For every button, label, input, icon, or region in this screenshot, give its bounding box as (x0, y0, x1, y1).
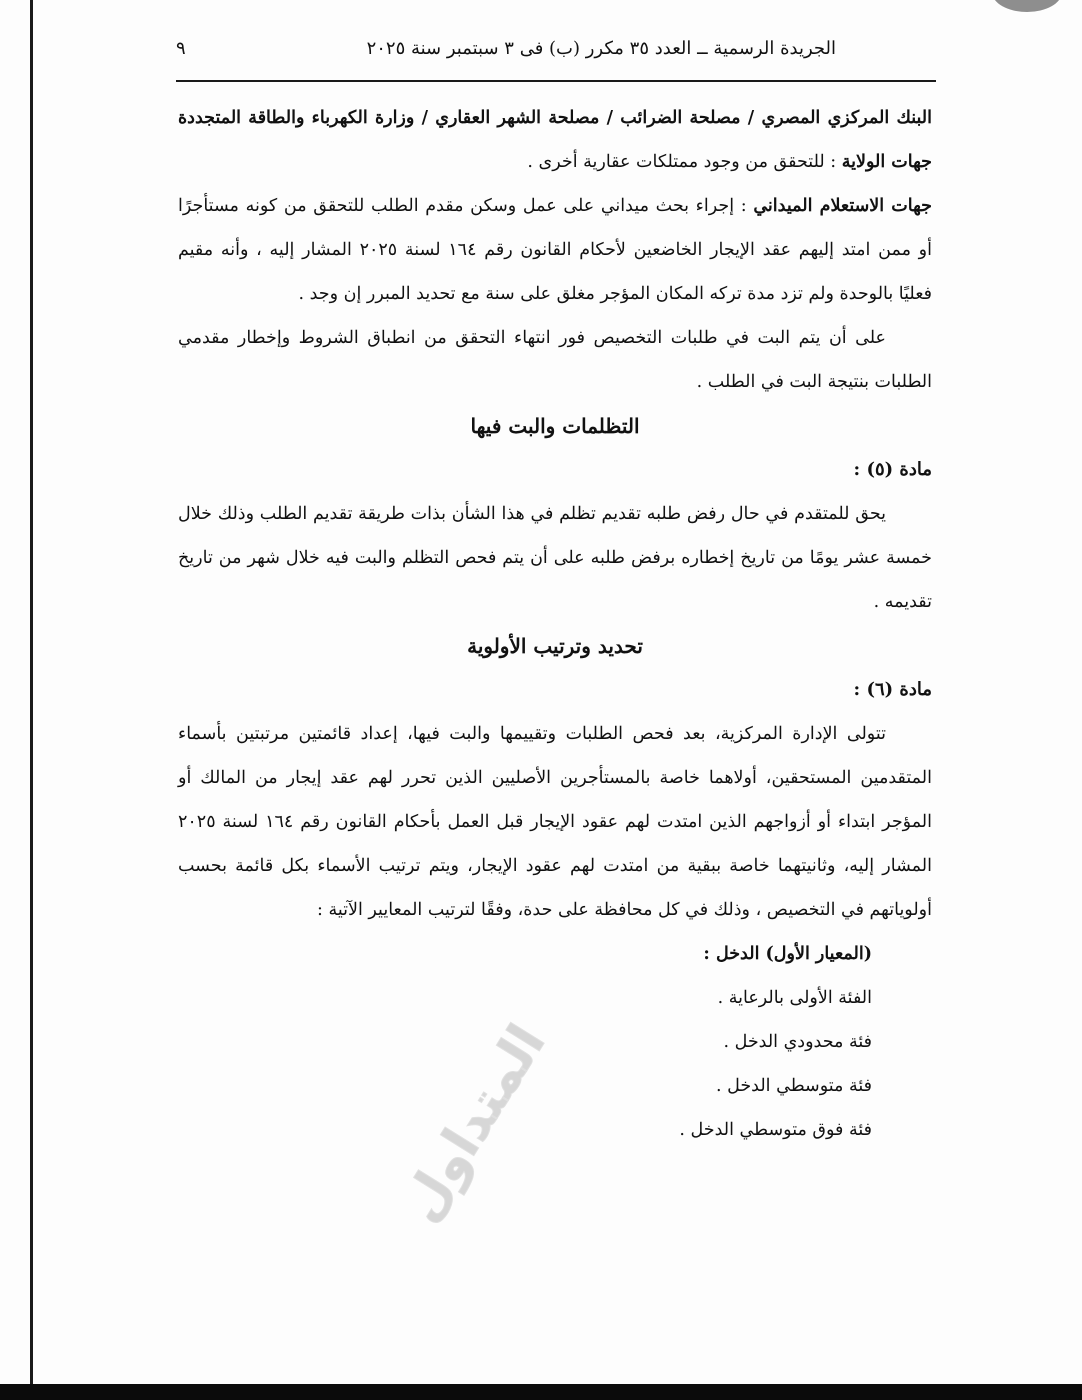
bottom-bar (0, 1384, 1082, 1400)
header-rule (176, 80, 936, 82)
article-5-text: يحق للمتقدم في حال رفض طلبه تقديم تظلم في هذا الشأن بذات طريقة تقديم الطلب وذلك خلال خمسة عشر يومًا من تاريخ إخطاره برفض طلبه على أن يتم فحص التظلم والبت فيه خلال شهر من تاريخ تقديمه . (178, 504, 932, 612)
paragraph-verification-entities (178, 96, 932, 184)
criteria-item: فئة متوسطي الدخل . (715, 1076, 872, 1096)
page-number: ٩ (176, 37, 186, 59)
criteria-item: فئة فوق متوسطي الدخل . (679, 1120, 872, 1140)
criteria-item: الفئة الأولى بالرعاية . (717, 988, 872, 1008)
gazette-header (176, 32, 836, 64)
paragraph-field-inquiry (178, 184, 932, 316)
criteria-item: فئة محدودي الدخل . (723, 1032, 872, 1052)
section-heading-priority: تحديد وترتيب الأولوية (467, 634, 643, 658)
criteria-list (178, 932, 932, 1152)
document-body (178, 96, 932, 1152)
paragraph-decision: على أن يتم البت في طلبات التخصيص فور انتهاء التحقق من انطباق الشروط وإخطار مقدمي الطلبات بنتيجة البت في الطلب . (178, 328, 932, 392)
article-5-label: مادة (٥) : (853, 459, 932, 480)
section-heading-appeals: التظلمات والبت فيها (470, 414, 640, 438)
page-left-border (30, 0, 33, 1385)
watermark-text: المتداول (390, 1014, 558, 1232)
gazette-title: الجريدة الرسمية ــ العدد ٣٥ مكرر (ب) فى ٣ سبتمبر سنة ٢٠٢٥ (366, 37, 836, 59)
article-6-label: مادة (٦) : (853, 679, 932, 700)
entities-purpose: : للتحقق من وجود ممتلكات عقارية أخرى . (527, 152, 842, 172)
article-6-text: تتولى الإدارة المركزية، بعد فحص الطلبات وتقييمها والبت فيها، إعداد قائمتين مرتبتين بأسماء المتقدمين المستحقين، أولاهما خاصة بالمستأجرين الأصليين الذين تحرر لهم عقد إيجار من المالك أو المؤجر ابتداء أو أزواجهم الذين امتدت لهم عقود الإيجار قبل العمل بأحكام القانون رقم ١٦٤ لسنة ٢٠٢٥ المشار إليه، وثانيتهما خاصة ببقية من امتدت لهم عقود الإيجار، ويتم ترتيب الأسماء بكل قائمة بحسب أولوياتهم في التخصيص ، وذلك في كل محافظة على حدة، وفقًا لترتيب المعايير الآتية : (178, 724, 933, 920)
corner-shadow (992, 0, 1062, 12)
field-inquiry-label: جهات الاستعلام الميداني (753, 196, 933, 216)
entities-list: البنك المركزي المصري / مصلحة الضرائب / مصلحة الشهر العقاري / وزارة الكهرباء والطاقة المتجددة جهات الولاية (178, 108, 932, 172)
field-inquiry-text: : إجراء بحث ميداني على عمل وسكن مقدم الطلب للتحقق من كونه مستأجرًا أو ممن امتد إليهم عقد الإيجار الخاضعين لأحكام القانون رقم ١٦٤ لسنة ٢٠٢٥ المشار إليه ، وأنه مقيم فعليًا بالوحدة ولم تزد مدة تركه المكان المؤجر مغلق على سنة مع تحديد المبرر إن وجد . (178, 196, 933, 304)
criteria-title: (المعيار الأول) الدخل : (703, 944, 872, 964)
